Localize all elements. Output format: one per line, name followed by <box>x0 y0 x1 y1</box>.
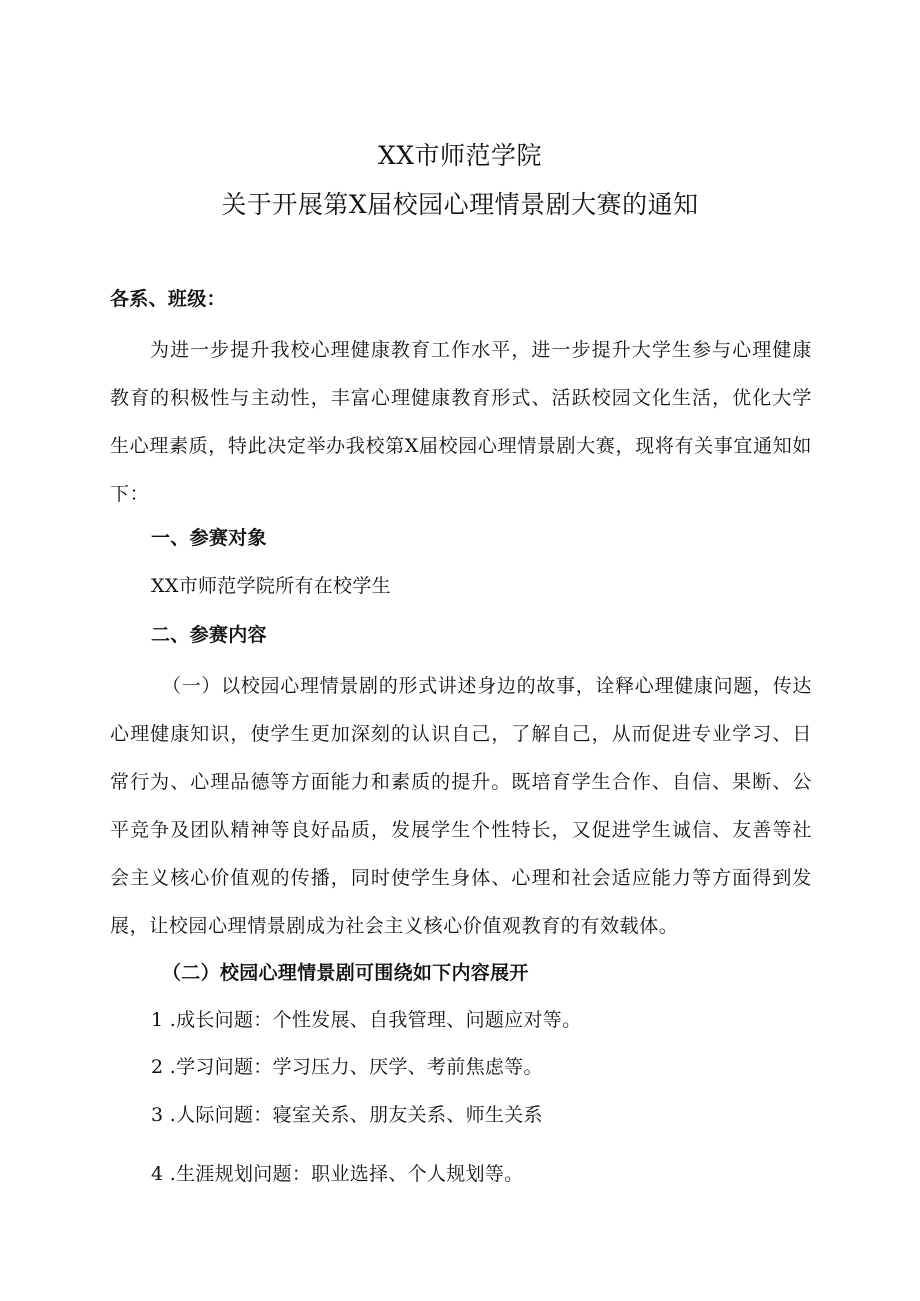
list-item: 1 .成长问题：个性发展、自我管理、问题应对等。 <box>151 1009 582 1031</box>
list-item: 4 .生涯规划问题：职业选择、个人规划等。 <box>151 1163 524 1185</box>
content-paragraph-1: （一）以校园心理情景剧的形式讲述身边的故事，诠释心理健康问题，传达心理健康知识，使学生更加深刻的认识自己，了解自己，从而促进专业学习、日常行为、心理品德等方面能力和素质的提升。既培育学生合作、自信、果断、公平竞争及团队精神等良好品质，发展学生个性特长，又促进学生诚信、友善等社会主义核心价值观的传播，同时使学生身体、心理和社会适应能力等方面得到发展，让校园心理情景剧成为社会主义核心价值观教育的有效载体。 <box>110 675 812 937</box>
document-title-institution: XX市师范学院 <box>377 141 543 170</box>
section-heading-participants: 一、参赛对象 <box>151 527 267 549</box>
participants-text: XX市师范学院所有在校学生 <box>151 575 391 597</box>
section-heading-content: 二、参赛内容 <box>151 624 267 646</box>
document-title-notice: 关于开展第X届校园心理情景剧大赛的通知 <box>221 190 699 219</box>
content-subheading-2: （二）校园心理情景剧可围绕如下内容展开 <box>162 962 529 984</box>
salutation: 各系、班级： <box>110 288 226 310</box>
list-item: 3 .人际问题：寝室关系、朋友关系、师生关系 <box>151 1104 543 1126</box>
intro-paragraph: 为进一步提升我校心理健康教育工作水平，进一步提升大学生参与心理健康教育的积极性与主动性，丰富心理健康教育形式、活跃校园文化生活，优化大学生心理素质，特此决定举办我校第X届校园心理情景剧大赛，现将有关事宜通知如下： <box>110 339 812 505</box>
list-item: 2 .学习问题：学习压力、厌学、考前焦虑等。 <box>151 1056 543 1078</box>
